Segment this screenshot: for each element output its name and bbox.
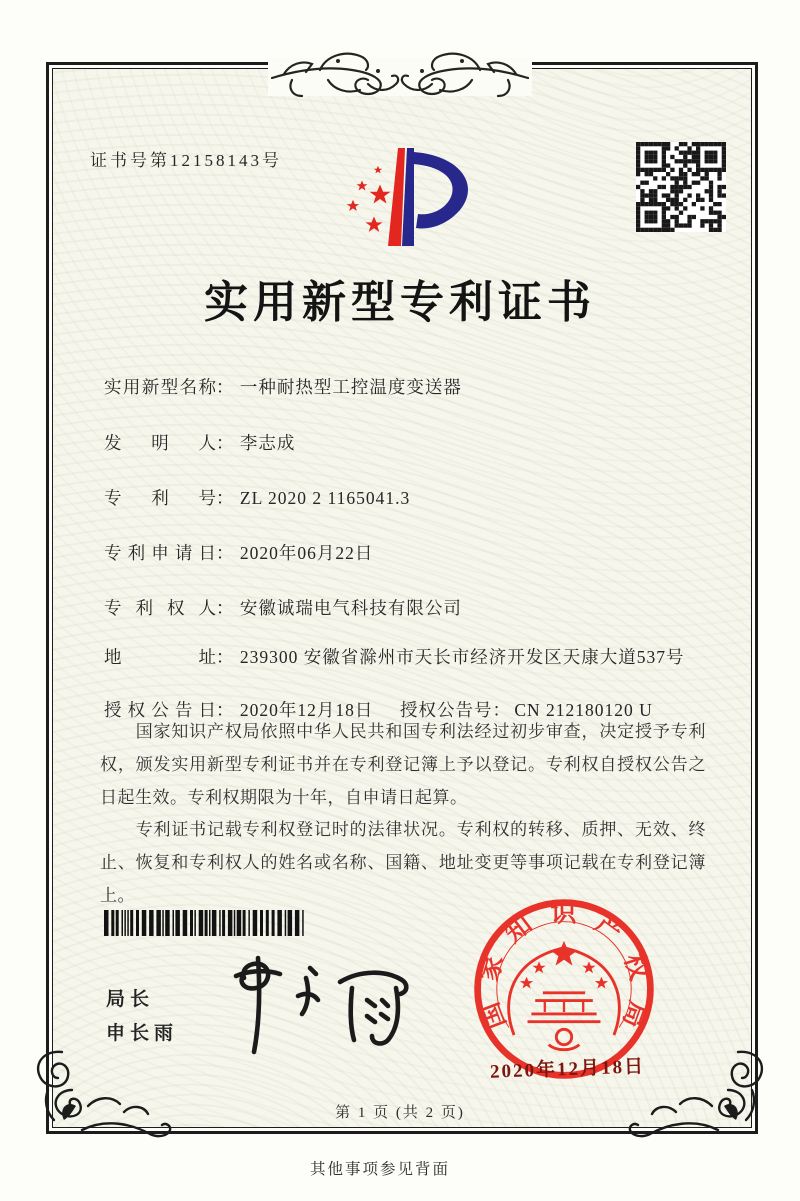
field-colon: ： — [216, 647, 234, 667]
seal-agency-text: 国家知识产权局 — [473, 898, 655, 1034]
field-label: 发明人 — [104, 433, 216, 453]
logo-blue-bowl — [413, 152, 468, 228]
certificate-number: 证书号第12158143号 — [90, 151, 282, 170]
cnipa-logo — [332, 134, 488, 256]
certificate-body — [100, 716, 706, 913]
director-name: 申长雨 — [106, 1023, 179, 1044]
back-note: 其他事项参见背面 — [309, 1161, 450, 1178]
field-value: ZL 2020 2 1165041.3 — [239, 488, 411, 508]
certificate-title: 实用新型专利证书 — [204, 278, 596, 327]
field-value: 2020年12月18日 — [239, 700, 374, 720]
field-row-patentee — [104, 595, 462, 620]
field-colon: ： — [216, 488, 234, 508]
national-emblem — [509, 942, 620, 1049]
director-title: 局长 — [106, 989, 155, 1010]
barcode — [104, 910, 310, 936]
field-label: 专利申请日 — [104, 543, 216, 563]
corner-ornament-left — [28, 1046, 178, 1146]
field-row-patent-number — [104, 485, 410, 510]
body-paragraph: 国家知识产权局依照中华人民共和国专利法经过初步审查，决定授予专利权，颁发实用新型专利证书并在专利登记簿上予以登记。专利权自授权公告之日起生效。专利权期限为十年，自申请日起算。 — [100, 722, 706, 807]
field-label: 专利权人 — [104, 598, 216, 618]
field-label: 地址 — [104, 647, 216, 667]
corner-ornament-right — [622, 1046, 772, 1146]
field-value: CN 212180120 U — [514, 700, 653, 720]
logo-red-stripe — [388, 148, 405, 246]
field-row-filing-date — [104, 540, 373, 565]
field-row-inventor — [104, 430, 295, 455]
qr-code — [636, 142, 726, 232]
field-label: 实用新型名称 — [104, 377, 216, 397]
body-paragraph: 专利证书记载专利权登记时的法律状况。专利权的转移、质押、无效、终止、恢复和专利权人的姓名或名称、国籍、地址变更等事项记载在专利登记簿上。 — [100, 820, 706, 905]
seal-date: 2020年12月18日 — [489, 1056, 646, 1083]
field-colon: ： — [216, 543, 234, 563]
top-flourish-ornament — [268, 36, 532, 116]
field-colon: ： — [216, 598, 234, 618]
field-colon: ： — [216, 700, 234, 720]
field-colon: ： — [492, 700, 510, 720]
field-label: 授权公告日 — [104, 700, 216, 720]
field-row-address — [104, 644, 685, 669]
field-value: 一种耐热型工控温度变送器 — [239, 377, 462, 397]
field-label: 专利号 — [104, 488, 216, 508]
field-value: 239300 安徽省滁州市天长市经济开发区天康大道537号 — [239, 647, 685, 667]
field-value: 2020年06月22日 — [239, 543, 374, 563]
field-value: 安徽诚瑞电气科技有限公司 — [239, 598, 462, 618]
page-indicator: 第 1 页 (共 2 页) — [335, 1105, 465, 1121]
field-label: 授权公告号 — [400, 700, 493, 720]
director-signature — [210, 948, 420, 1063]
field-row-utility-name — [104, 374, 462, 399]
field-colon: ： — [216, 377, 234, 397]
field-colon: ： — [216, 433, 234, 453]
logo-stars — [347, 166, 391, 232]
field-value: 李志成 — [239, 433, 296, 453]
